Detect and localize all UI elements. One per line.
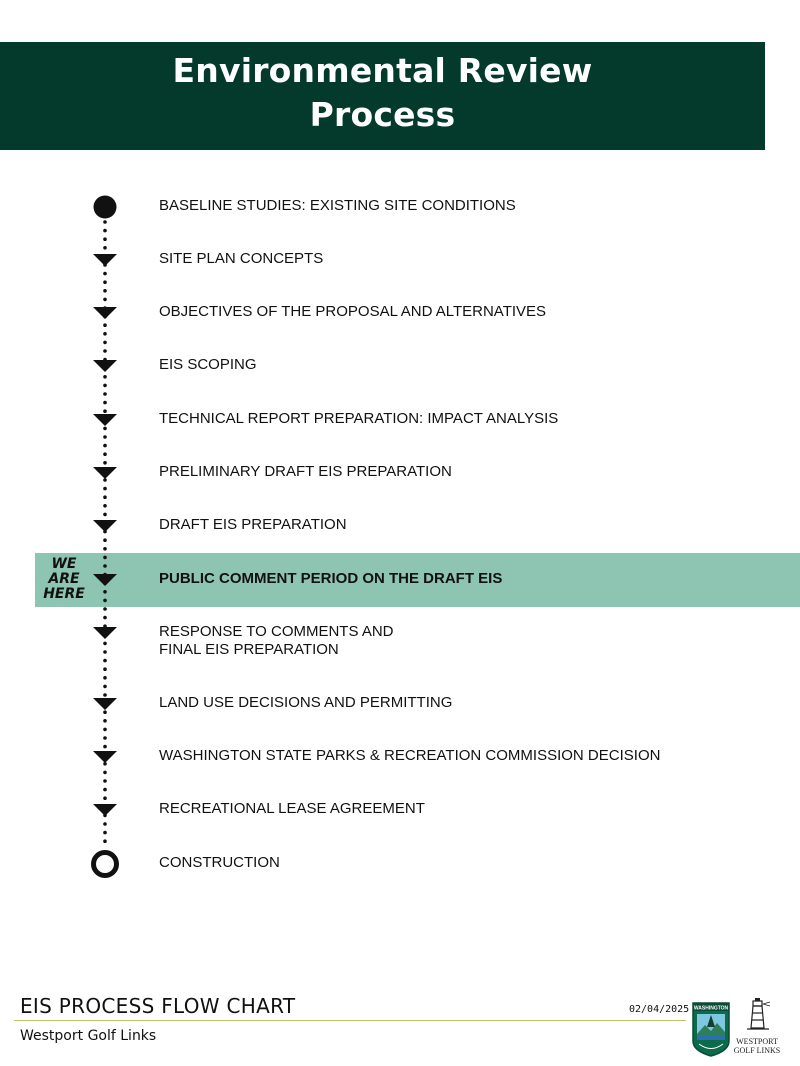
timeline-dot	[103, 444, 107, 448]
timeline-dot	[103, 409, 107, 413]
step-label: BASELINE STUDIES: EXISTING SITE CONDITIONS	[159, 197, 516, 214]
end-circle-icon	[94, 853, 117, 876]
step-arrow-icon	[93, 574, 117, 586]
timeline-dot	[103, 349, 107, 353]
timeline-dot	[103, 556, 107, 560]
timeline-dot	[103, 796, 107, 800]
timeline-dot	[103, 650, 107, 654]
timeline-dot	[103, 607, 107, 611]
timeline-dot	[103, 616, 107, 620]
step-label: LAND USE DECISIONS AND PERMITTING	[159, 694, 453, 711]
step-label: DRAFT EIS PREPARATION	[159, 516, 347, 533]
timeline-dot	[103, 728, 107, 732]
timeline-dot	[103, 220, 107, 224]
step-arrow-icon	[93, 751, 117, 763]
timeline-dot	[103, 375, 107, 379]
timeline-dot	[103, 642, 107, 646]
timeline-dot	[103, 788, 107, 792]
step-arrow-icon	[93, 307, 117, 319]
timeline-dot	[103, 487, 107, 491]
step-label: CONSTRUCTION	[159, 854, 280, 871]
logo-parks-text: WASHINGTON	[693, 1005, 729, 1012]
step-arrow-icon	[93, 520, 117, 532]
timeline-dot	[103, 332, 107, 336]
footer-date: 02/04/2025	[629, 1004, 690, 1015]
timeline-dot	[103, 246, 107, 250]
timeline-dot	[103, 676, 107, 680]
timeline-dot	[103, 495, 107, 499]
step-label: TECHNICAL REPORT PREPARATION: IMPACT ANALYSIS	[159, 410, 559, 427]
footer-subtitle: Westport Golf Links	[20, 1028, 157, 1044]
step-label: WASHINGTON STATE PARKS & RECREATION COMMISSION DECISION	[159, 747, 661, 764]
timeline-dot	[103, 685, 107, 689]
start-circle-icon	[94, 196, 117, 219]
page-title: Environmental Review Process	[172, 51, 593, 134]
timeline-dot	[103, 547, 107, 551]
timeline-dot	[103, 229, 107, 233]
step-label: PRELIMINARY DRAFT EIS PREPARATION	[159, 463, 452, 480]
step-arrow-icon	[93, 467, 117, 479]
timeline-dot	[103, 710, 107, 714]
timeline-dot	[103, 237, 107, 241]
timeline-dot	[103, 667, 107, 671]
timeline-dot	[103, 427, 107, 431]
step-arrow-icon	[93, 360, 117, 372]
step-arrow-icon	[93, 804, 117, 816]
timeline-dot	[103, 298, 107, 302]
step-arrow-icon	[93, 698, 117, 710]
timeline-dot	[103, 513, 107, 517]
footer-divider	[14, 1020, 686, 1021]
timeline-dot	[103, 504, 107, 508]
timeline-dot	[103, 590, 107, 594]
timeline-dot	[103, 435, 107, 439]
timeline-dot	[103, 323, 107, 327]
timeline-dot	[103, 280, 107, 284]
timeline-dot	[103, 564, 107, 568]
timeline-dot	[103, 341, 107, 345]
timeline-dot	[103, 779, 107, 783]
timeline-dot	[103, 538, 107, 542]
timeline-dot	[103, 392, 107, 396]
westport-golf-links-logo	[733, 996, 781, 1055]
timeline-dot	[103, 384, 107, 388]
timeline-dot	[103, 771, 107, 775]
timeline-dot	[103, 693, 107, 697]
timeline-dot	[103, 745, 107, 749]
timeline-dot	[103, 599, 107, 603]
timeline-dot	[103, 272, 107, 276]
timeline-dot	[103, 659, 107, 663]
timeline-dot	[103, 461, 107, 465]
timeline-dot	[103, 839, 107, 843]
step-label: EIS SCOPING	[159, 356, 257, 373]
step-arrow-icon	[93, 627, 117, 639]
step-label: OBJECTIVES OF THE PROPOSAL AND ALTERNATIVES	[159, 303, 547, 320]
step-label-current: PUBLIC COMMENT PERIOD ON THE DRAFT EIS	[159, 570, 503, 587]
footer-title: EIS PROCESS FLOW CHART	[20, 994, 296, 1018]
step-arrow-icon	[93, 254, 117, 266]
timeline-dot	[103, 289, 107, 293]
logo-wgl-text: WESTPORT GOLF LINKS	[733, 1037, 781, 1055]
washington-state-parks-logo	[691, 1001, 731, 1057]
step-label: SITE PLAN CONCEPTS	[159, 250, 324, 267]
timeline-dot	[103, 452, 107, 456]
timeline-dot	[103, 736, 107, 740]
we-are-here-label: WE ARE HERE	[43, 556, 85, 602]
timeline-dot	[103, 831, 107, 835]
step-arrow-icon	[93, 414, 117, 426]
timeline-dot	[103, 401, 107, 405]
step-label: RECREATIONAL LEASE AGREEMENT	[159, 800, 425, 817]
lighthouse-icon	[742, 996, 772, 1032]
timeline-dot	[103, 719, 107, 723]
step-label: RESPONSE TO COMMENTS AND FINAL EIS PREPARATION	[159, 623, 394, 658]
timeline-dot	[103, 822, 107, 826]
